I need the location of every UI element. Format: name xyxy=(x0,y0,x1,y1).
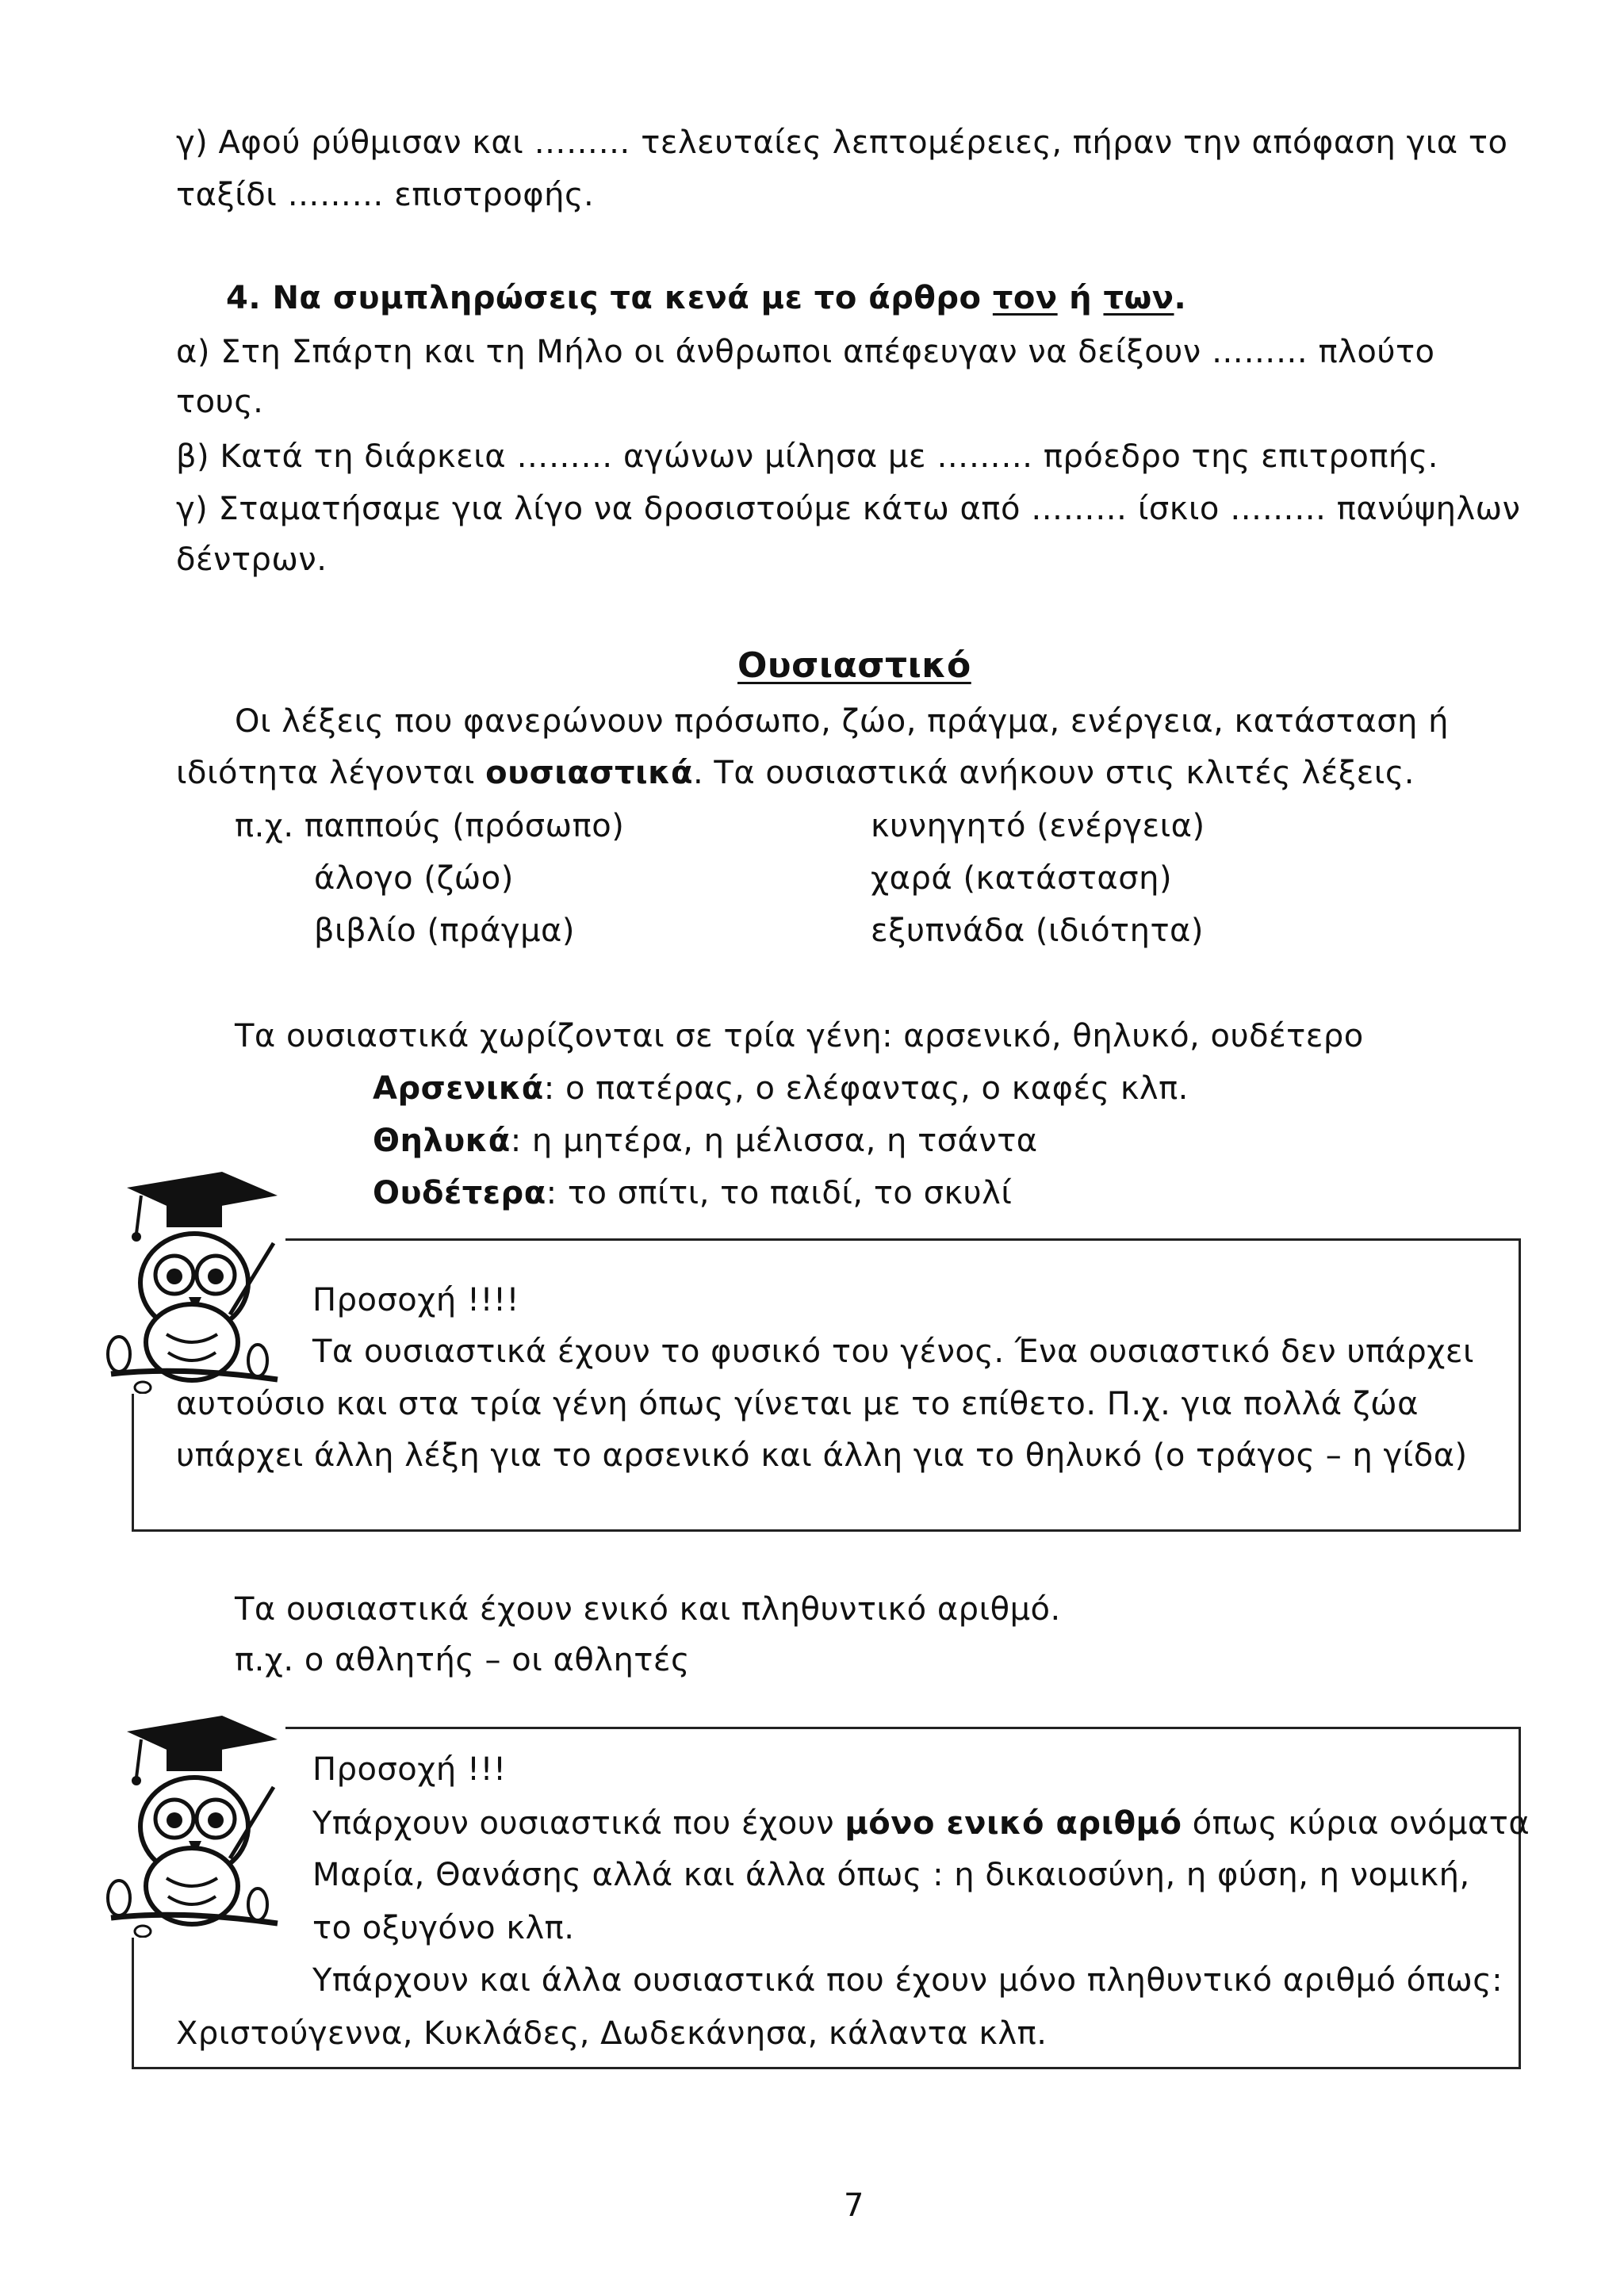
example-right-2: χαρά (κατάσταση) xyxy=(871,860,1173,897)
ex4-title-end: . xyxy=(1174,280,1187,316)
definition-line2 xyxy=(176,757,1415,789)
note2-line1-post: όπως κύρια ονόματα xyxy=(1182,1805,1530,1842)
page-number: 7 xyxy=(844,2187,864,2224)
gender-feminine-text: : η μητέρα, η μέλισσα, η τσάντα xyxy=(510,1123,1038,1159)
definition-line2-bold: ουσιαστικά xyxy=(485,755,693,791)
ex4-a-line1: α) Στη Σπάρτη και τη Μήλο οι άνθρωποι απέφευγαν να δείξουν ……… πλούτο xyxy=(176,334,1435,370)
gender-masculine-text: : ο πατέρας, ο ελέφαντας, ο καφές κλπ. xyxy=(543,1070,1189,1107)
note1-line2: αυτούσιο και στα τρία γένη όπως γίνεται με το επίθετο. Π.χ. για πολλά ζώα xyxy=(176,1386,1419,1422)
note2-title: Προσοχή !!! xyxy=(312,1751,507,1788)
owl-graduate-icon-2 xyxy=(95,1708,285,1938)
ex4-b-line: β) Κατά τη διάρκεια ……… αγώνων μίλησα με ……… πρόεδρο της επιτροπής. xyxy=(176,438,1438,475)
note2-line3: το οξυγόνο κλπ. xyxy=(312,1910,575,1946)
number-line2: π.χ. ο αθλητής – οι αθλητές xyxy=(235,1642,690,1678)
section-title: Ουσιαστικό xyxy=(737,645,971,686)
example-right-1: κυνηγητό (ενέργεια) xyxy=(871,808,1205,844)
note2-line2: Μαρία, Θανάσης αλλά και άλλα όπως : η δικαιοσύνη, η φύση, η νομική, xyxy=(312,1857,1470,1893)
note1-title: Προσοχή !!!! xyxy=(312,1282,520,1318)
example-left-1: π.χ. παππούς (πρόσωπο) xyxy=(235,808,625,844)
ex4-title-mid: ή xyxy=(1057,280,1104,316)
ex4-g-line1: γ) Σταματήσαμε για λίγο να δροσιστούμε κάτω από ……… ίσκιο ……… πανύψηλων xyxy=(176,491,1521,527)
ex4-a-line2: τους. xyxy=(176,384,264,420)
note1-line1: Τα ουσιαστικά έχουν το φυσικό του γένος. Ένα ουσιαστικό δεν υπάρχει xyxy=(312,1334,1475,1370)
gender-masculine xyxy=(373,1070,1189,1107)
example-left-2: άλογο (ζώο) xyxy=(314,860,514,897)
note2-line1-pre: Υπάρχουν ουσιαστικά που έχουν xyxy=(312,1805,845,1842)
note1-line3: υπάρχει άλλη λέξη για το αρσενικό και άλλη για το θηλυκό (ο τράγος – η γίδα) xyxy=(176,1437,1468,1474)
note2-line1 xyxy=(312,1805,1530,1842)
owl-graduate-icon xyxy=(95,1164,285,1394)
gender-masculine-label: Αρσενικά xyxy=(373,1070,544,1107)
ex4-title-twn: των xyxy=(1103,280,1174,316)
gender-neuter-label: Ουδέτερα xyxy=(373,1175,546,1211)
ex4-title xyxy=(226,282,1186,314)
example-right-3: εξυπνάδα (ιδιότητα) xyxy=(871,913,1205,949)
definition-line1: Οι λέξεις που φανερώνουν πρόσωπο, ζώο, πράγμα, ενέργεια, κατάσταση ή xyxy=(235,703,1449,740)
ex4-g-line2: δέντρων. xyxy=(176,541,327,578)
gender-neuter-text: : το σπίτι, το παιδί, το σκυλί xyxy=(546,1175,1013,1211)
genders-intro: Τα ουσιαστικά χωρίζονται σε τρία γένη: αρσενικό, θηλυκό, ουδέτερο xyxy=(235,1018,1364,1054)
ex3-g-line2: ταξίδι ……… επιστροφής. xyxy=(176,177,595,213)
example-left-3: βιβλίο (πράγμα) xyxy=(314,913,576,949)
note2-line1-bold: μόνο ενικό αριθμό xyxy=(845,1805,1182,1842)
note2-line4: Υπάρχουν και άλλα ουσιαστικά που έχουν μόνο πληθυντικό αριθμό όπως: xyxy=(312,1962,1503,1999)
ex4-title-ton: τον xyxy=(992,280,1058,316)
gender-neuter xyxy=(373,1177,1012,1209)
ex4-title-prefix: 4. Να συμπληρώσεις τα κενά με το άρθρο xyxy=(226,280,993,316)
note2-line5: Χριστούγεννα, Κυκλάδες, Δωδεκάνησα, κάλαντα κλπ. xyxy=(176,2015,1048,2052)
gender-feminine xyxy=(373,1125,1038,1157)
number-line1: Τα ουσιαστικά έχουν ενικό και πληθυντικό αριθμό. xyxy=(235,1591,1061,1628)
gender-feminine-label: Θηλυκά xyxy=(373,1123,511,1159)
definition-line2-post: . Τα ουσιαστικά ανήκουν στις κλιτές λέξεις. xyxy=(692,755,1415,791)
definition-line2-pre: ιδιότητα λέγονται xyxy=(176,755,486,791)
ex3-g-line1: γ) Αφού ρύθμισαν και ……… τελευταίες λεπτομέρειες, πήραν την απόφαση για το xyxy=(176,124,1508,161)
